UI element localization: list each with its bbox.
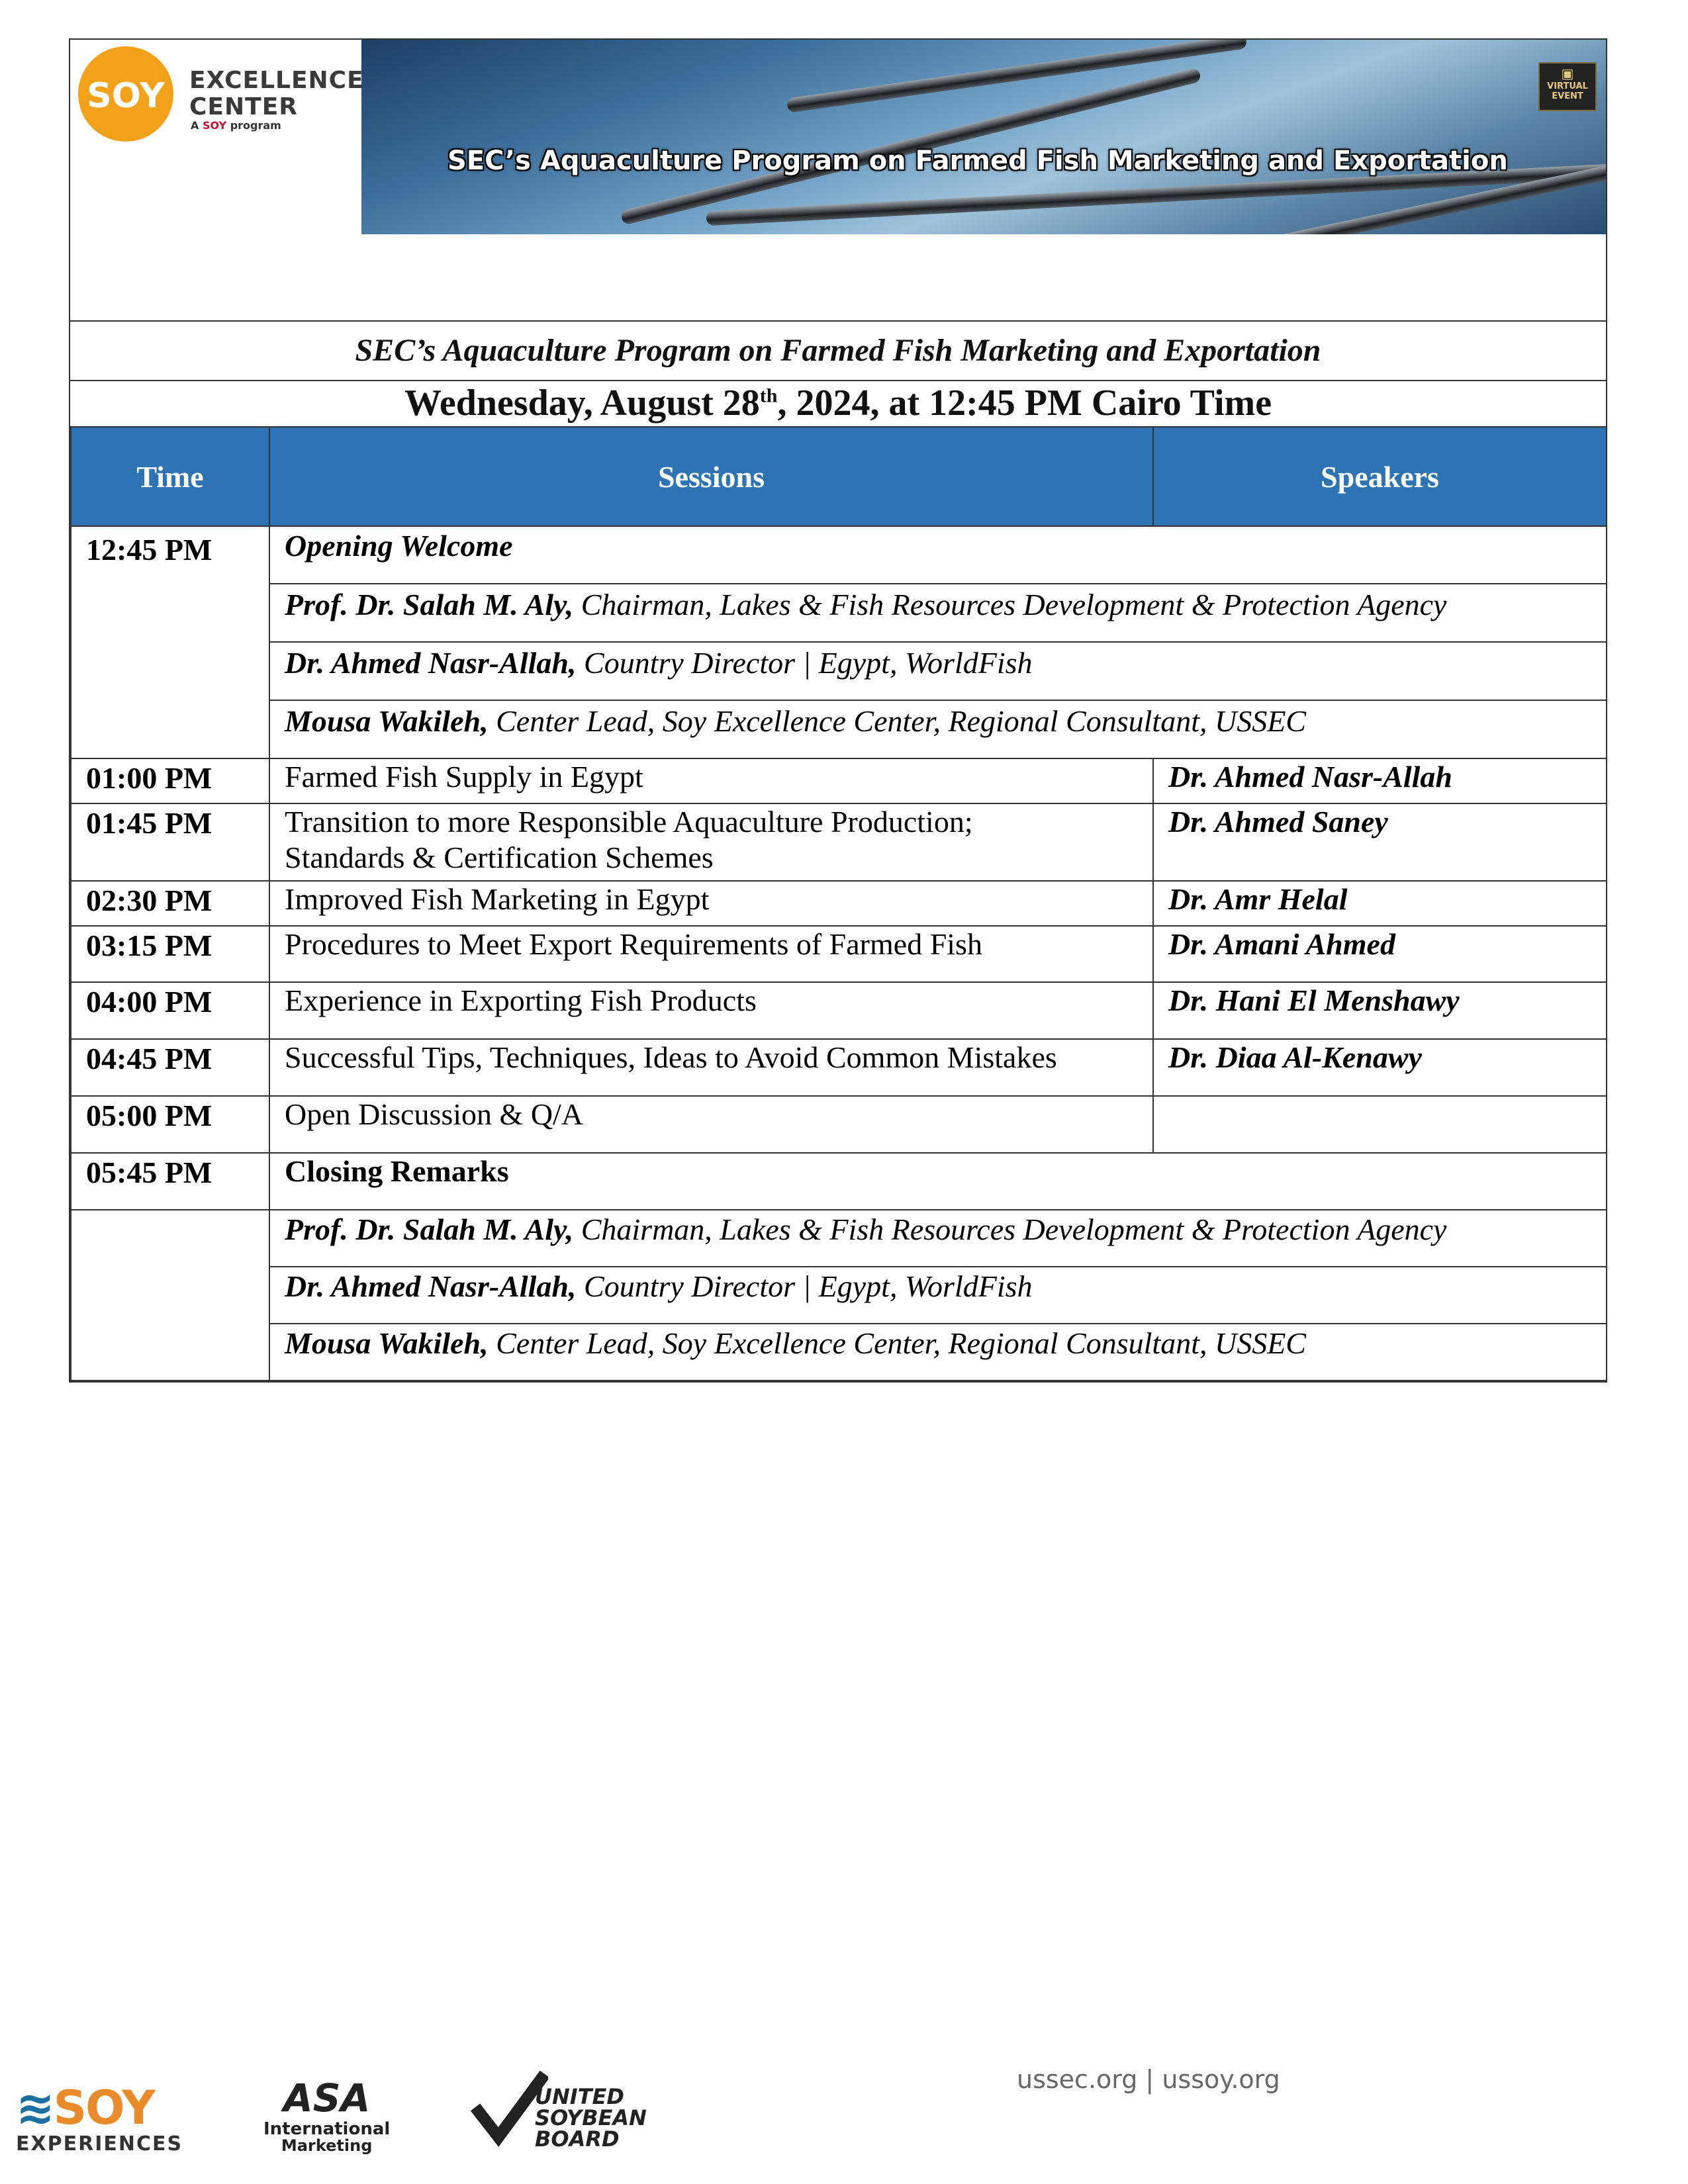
session-cell: Experience in Exporting Fish Products — [269, 982, 1153, 1039]
table-row — [71, 758, 1607, 803]
screen-icon: ▣ — [1561, 66, 1574, 81]
time-cell: 04:00 PM — [71, 982, 269, 1039]
event-title: SEC’s Aquaculture Program on Farmed Fish Marketing and Exportation — [70, 320, 1606, 380]
website-links[interactable]: ussec.org | ussoy.org — [1017, 2065, 1280, 2094]
table-row — [71, 1267, 1607, 1324]
session-cell: Successful Tips, Techniques, Ideas to Avoid Common Mistakes — [269, 1039, 1153, 1096]
speaker-cell: Dr. Diaa Al-Kenawy — [1153, 1039, 1607, 1096]
table-row — [71, 881, 1607, 926]
time-cell: 04:45 PM — [71, 1039, 269, 1096]
table-row — [71, 1153, 1607, 1210]
time-cell: 03:15 PM — [71, 926, 269, 982]
closing-speaker: Prof. Dr. Salah M. Aly, Chairman, Lakes & Fish Resources Development & Protection Agency — [269, 1210, 1607, 1267]
table-row — [71, 803, 1607, 881]
table-row — [71, 1210, 1607, 1267]
speaker-cell: Dr. Ahmed Saney — [1153, 803, 1607, 881]
ussoy-experiences-logo: ≋SOY EXPERIENCES — [16, 2081, 183, 2156]
table-row — [71, 926, 1607, 982]
event-date: Wednesday, August 28th, 2024, at 12:45 PM Cairo Time — [70, 380, 1606, 426]
table-row — [71, 1039, 1607, 1096]
session-cell: Transition to more Responsible Aquaculture Production; Standards & Certification Schemes — [269, 803, 1153, 881]
virtual-event-badge: ▣ VIRTUAL EVENT — [1538, 62, 1597, 111]
opening-speaker: Dr. Ahmed Nasr-Allah, Country Director | Egypt, WorldFish — [269, 642, 1607, 700]
table-row — [71, 526, 1607, 584]
table-row — [71, 982, 1607, 1039]
time-cell: 05:45 PM — [71, 1153, 269, 1210]
table-row — [71, 584, 1607, 642]
table-row — [71, 700, 1607, 758]
soy-logo-text: SOY — [87, 76, 165, 116]
closing-title: Closing Remarks — [269, 1153, 1607, 1210]
time-cell: 01:45 PM — [71, 803, 269, 881]
speaker-cell: Dr. Hani El Menshawy — [1153, 982, 1607, 1039]
time-cell: 02:30 PM — [71, 881, 269, 926]
time-cell: 05:00 PM — [71, 1096, 269, 1153]
speaker-cell: Dr. Ahmed Nasr-Allah — [1153, 758, 1607, 803]
ussoy-mark-icon: ≋ — [16, 2081, 54, 2135]
session-cell: Farmed Fish Supply in Egypt — [269, 758, 1153, 803]
closing-speaker: Mousa Wakileh, Center Lead, Soy Excellence Center, Regional Consultant, USSEC — [269, 1324, 1607, 1381]
speaker-cell — [1153, 1096, 1607, 1153]
aquaculture-photo — [361, 40, 1606, 234]
closing-speaker: Dr. Ahmed Nasr-Allah, Country Director | Egypt, WorldFish — [269, 1267, 1607, 1324]
banner-title: SEC’s Aquaculture Program on Farmed Fish Marketing and Exportation — [447, 146, 1508, 176]
opening-speaker: Mousa Wakileh, Center Lead, Soy Excellence Center, Regional Consultant, USSEC — [269, 700, 1607, 758]
session-cell: Open Discussion & Q/A — [269, 1096, 1153, 1153]
time-cell: 01:00 PM — [71, 758, 269, 803]
agenda-frame — [69, 38, 1607, 1383]
soy-excellence-logo — [74, 44, 180, 143]
table-header-row — [71, 427, 1607, 526]
header-time: Time — [71, 427, 269, 526]
header-sessions: Sessions — [269, 427, 1153, 526]
header-banner — [70, 40, 1606, 234]
speaker-cell: Dr. Amani Ahmed — [1153, 926, 1607, 982]
table-row — [71, 642, 1607, 700]
time-cell: 12:45 PM — [71, 526, 269, 758]
opening-speaker: Prof. Dr. Salah M. Aly, Chairman, Lakes & Fish Resources Development & Protection Agency — [269, 584, 1607, 642]
session-cell: Procedures to Meet Export Requirements of Farmed Fish — [269, 926, 1153, 982]
session-cell: Improved Fish Marketing in Egypt — [269, 881, 1153, 926]
sec-name: EXCELLENCE CENTER — [189, 67, 364, 120]
sec-tagline: A SOY program — [191, 119, 281, 132]
opening-title: Opening Welcome — [269, 526, 1607, 584]
table-row — [71, 1096, 1607, 1153]
time-cell-empty — [71, 1210, 269, 1381]
page-footer: ≋SOY EXPERIENCES ASA International Marketing UNITED SOYBEAN BOARD ussec.org | ussoy.org — [16, 2065, 1280, 2156]
table-row — [71, 1324, 1607, 1381]
header-speakers: Speakers — [1153, 427, 1607, 526]
agenda-table — [70, 426, 1607, 1381]
asa-international-marketing-logo: ASA International Marketing — [263, 2075, 391, 2155]
speaker-cell: Dr. Amr Helal — [1153, 881, 1607, 926]
